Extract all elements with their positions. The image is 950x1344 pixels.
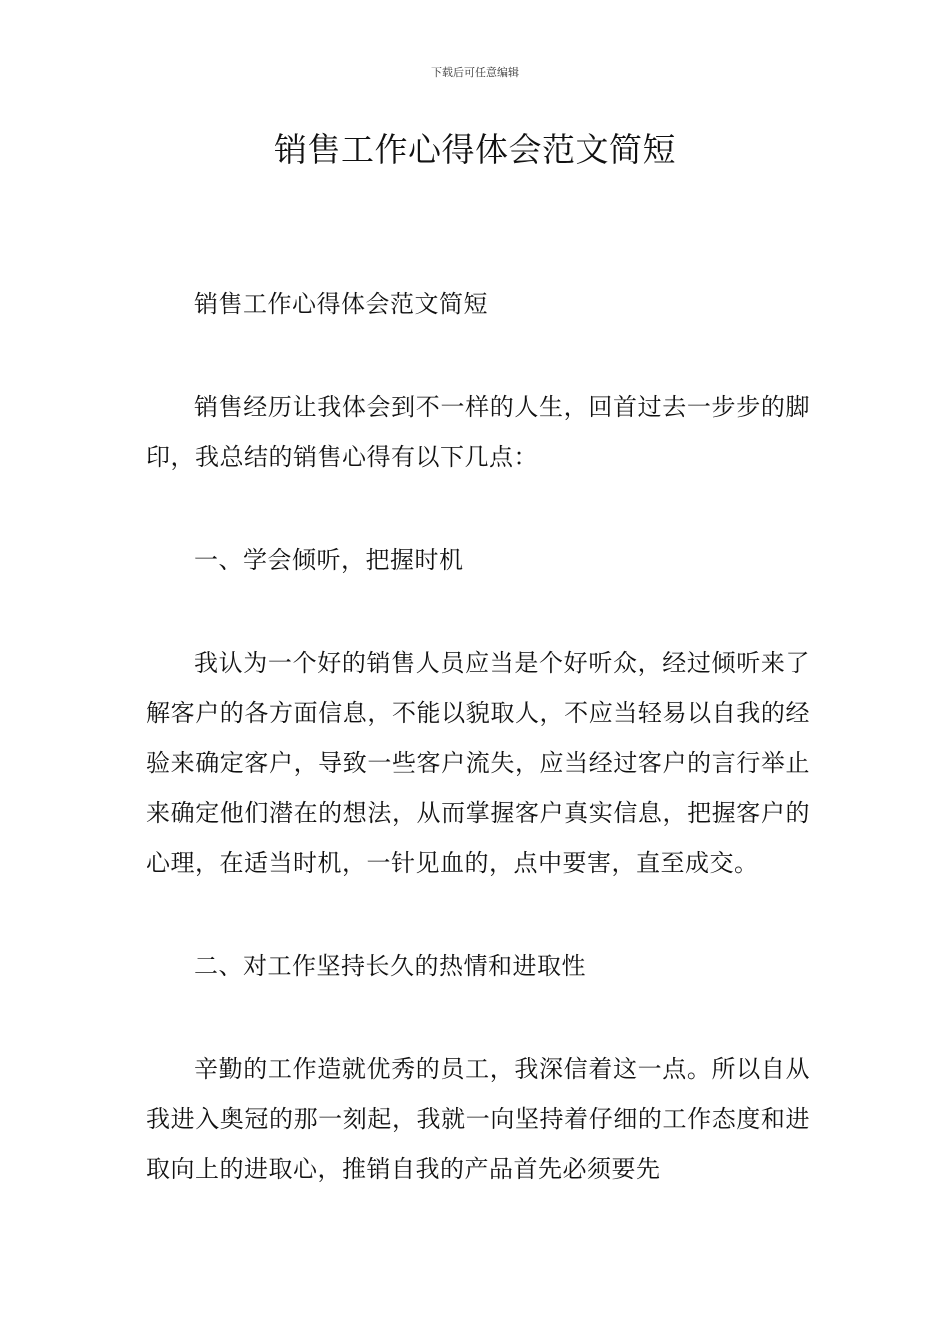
paragraph-section-2: 辛勤的工作造就优秀的员工，我深信着这一点。所以自从我进入奥冠的那一刻起，我就一向坚持着仔细的工作态度和进取向上的进取心，推销自我的产品首先必须要先 xyxy=(146,1055,810,1183)
document-body xyxy=(146,279,810,1247)
page-header-note: 下载后可任意编辑 xyxy=(431,66,519,79)
paragraph-section-1: 我认为一个好的销售人员应当是个好听众，经过倾听来了解客户的各方面信息，不能以貌取人，不应当轻易以自我的经验来确定客户，导致一些客户流失，应当经过客户的言行举止来确定他们潜在的想法，从而掌握客户真实信息，把握客户的心理，在适当时机，一针见血的，点中要害，直至成交。 xyxy=(146,649,810,877)
section-heading-2: 二、对工作坚持长久的热情和进取性 xyxy=(194,952,586,980)
paragraph-intro: 销售经历让我体会到不一样的人生，回首过去一步步的脚印，我总结的销售心得有以下几点： xyxy=(146,393,810,471)
section-heading-1: 一、学会倾听，把握时机 xyxy=(194,546,464,574)
document-title: 销售工作心得体会范文简短 xyxy=(274,130,676,169)
paragraph-subtitle: 销售工作心得体会范文简短 xyxy=(194,290,488,318)
